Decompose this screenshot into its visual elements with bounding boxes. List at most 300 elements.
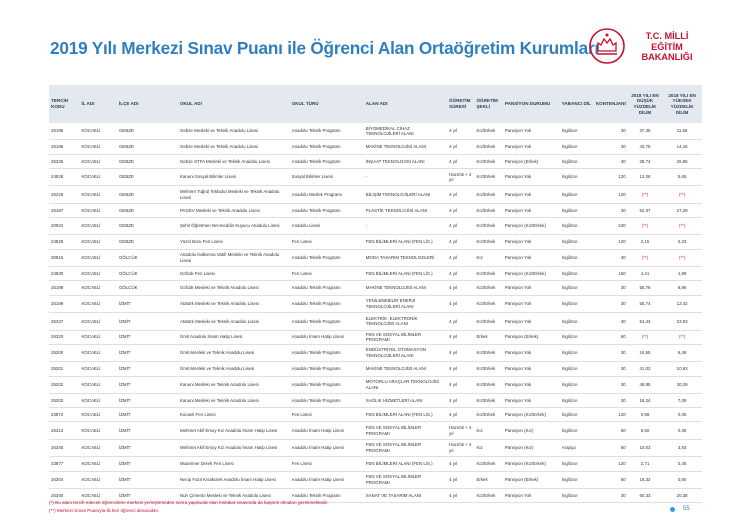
table-cell: 26313: [49, 422, 79, 439]
table-cell: 4 yıl: [447, 488, 474, 502]
table-cell: Kanuni Sosyal Bilimler Lisesi: [178, 168, 290, 185]
table-cell: 3,83: [662, 439, 702, 456]
column-header: TERCİH KODU: [49, 85, 79, 123]
table-cell: İzmit Mesleki ve Teknik Anadolu Lisesi: [178, 344, 290, 361]
table-cell: 10,03: [628, 439, 663, 456]
table-body: [49, 123, 702, 503]
ministry-name-line2: BAKANLIĞI: [641, 52, 693, 62]
table-cell: 7,08: [662, 393, 702, 407]
table-cell: 25,95: [662, 154, 702, 168]
table-cell: PLASTİK TEKNOLOJİSİ ALANI: [364, 203, 447, 217]
table-cell: 2,15: [628, 235, 663, 249]
table-cell: 120: [593, 168, 628, 185]
table-cell: KOCAELİ: [79, 218, 117, 235]
table-cell: Hazırlık + 4 yıl: [447, 168, 474, 185]
table-cell: KOCAELİ: [79, 267, 117, 281]
table-cell: 30: [593, 123, 628, 140]
table-cell: 4 yıl: [447, 330, 474, 344]
table-cell: ELEKTRİK- ELEKTRONİK TEKNOLOJİSİ ALANI: [364, 313, 447, 330]
table-cell: İngilizce: [560, 123, 594, 140]
table-cell: 30: [593, 313, 628, 330]
table-cell: KOCAELİ: [79, 457, 117, 471]
table-cell: 60: [593, 330, 628, 344]
ministry-name-line1: T.C. MİLLİ EĞİTİM: [645, 31, 689, 52]
table-cell: Hazırlık + 4 yıl: [447, 439, 474, 456]
table-row: [49, 218, 702, 235]
table-cell: -: [364, 168, 447, 185]
table-cell: İZMİT: [117, 362, 178, 376]
table-cell: 14,16: [662, 140, 702, 154]
table-cell: 54,43: [628, 313, 663, 330]
table-cell: İZMİT: [117, 457, 178, 471]
table-cell: 23872: [49, 408, 79, 422]
table-cell: Pansiyon Yok: [503, 235, 560, 249]
table-cell: 8,86: [662, 281, 702, 295]
table-cell: Kız: [474, 439, 502, 456]
table-cell: ENDÜSTRİYEL OTOMASYON TEKNOLOJİLERİ ALANI: [364, 344, 447, 361]
table-cell: 37,35: [628, 123, 663, 140]
table-cell: 240: [593, 218, 628, 235]
table-cell: 6,50: [628, 422, 663, 439]
table-cell: MOTORLU ARAÇLAR TEKNOLOJİSİ ALANI: [364, 376, 447, 393]
table-cell: Yüzel Boru Fen Lisesi: [178, 235, 290, 249]
table-cell: Anadolu Teknik Programı: [290, 376, 364, 393]
table-cell: FEN BİLİMLERİ ALANI (FEN LİS.): [364, 235, 447, 249]
table-cell: Anadolu İmam Hatip Lisesi: [290, 330, 364, 344]
table-cell: 24830: [49, 267, 79, 281]
table-cell: KOCAELİ: [79, 154, 117, 168]
table-cell: 4 yıl: [447, 154, 474, 168]
column-header: KONTENJANI: [593, 85, 628, 123]
table-cell: Anadolu Teknik Programı: [290, 203, 364, 217]
table-cell: Kanuni Mesleki ve Teknik Anadolu Lisesi: [178, 376, 290, 393]
table-cell: Erkek: [474, 330, 502, 344]
table-cell: Kız/Erkek: [474, 313, 502, 330]
table-cell: KOCAELİ: [79, 123, 117, 140]
table-cell: 30: [593, 344, 628, 361]
table-cell: İngilizce: [560, 140, 594, 154]
ministry-logo: [587, 26, 707, 66]
table-cell: Kız/Erkek: [474, 295, 502, 312]
table-cell: 60: [593, 422, 628, 439]
table-cell: İngilizce: [560, 488, 594, 502]
table-cell: GEBZE: [117, 168, 178, 185]
table-cell: GEBZE: [117, 203, 178, 217]
page-number: 55: [683, 506, 690, 512]
table-row: [49, 203, 702, 217]
table-cell: İngilizce: [560, 281, 594, 295]
table-cell: Pansiyon Yok: [503, 140, 560, 154]
table-cell: FEN BİLİMLERİ ALANI (FEN LİS.): [364, 457, 447, 471]
table-cell: KOCAELİ: [79, 408, 117, 422]
table-cell: İZMİT: [117, 408, 178, 422]
table-cell: 4 yıl: [447, 218, 474, 235]
table-cell: Kız/Erkek: [474, 376, 502, 393]
table-cell: 120: [593, 186, 628, 203]
table-row: [49, 235, 702, 249]
table-cell: Fen Lisesi: [290, 457, 364, 471]
table-cell: İZMİT: [117, 439, 178, 456]
table-cell: 25197: [49, 203, 79, 217]
table-cell: 23877: [49, 457, 79, 471]
table-cell: İngilizce: [560, 218, 594, 235]
table-cell: Kız/Erkek: [474, 235, 502, 249]
table-cell: Atatürk Mesleki ve Teknik Anadolu Lisesi: [178, 313, 290, 330]
table-cell: Nuh Çimento Mesleki ve Teknik Anadolu Lisesi: [178, 488, 290, 502]
table-cell: YENİLENEBİLİR ENERJİ TEKNOLOJİLERİ ALANI: [364, 295, 447, 312]
table-cell: 23,03: [662, 313, 702, 330]
table-cell: 41,02: [628, 362, 663, 376]
table-cell: Pansiyon (Kız/Erkek): [503, 267, 560, 281]
table-row: [49, 295, 702, 312]
table-cell: 26320: [49, 330, 79, 344]
footnote-interview: (*) Bu alanı tercih edecek öğrencilerin merkezi yerleştirmeden sonra yapılacak olan mülakat sınavında da başarılı olmaları gerekmektedir.: [49, 500, 329, 505]
table-cell: 26345: [49, 439, 79, 456]
table-cell: GEBZE: [117, 235, 178, 249]
table-row: [49, 168, 702, 185]
table-cell: 55,74: [628, 295, 663, 312]
table-cell: GEBZE: [117, 218, 178, 235]
ministry-name: [629, 31, 705, 63]
table-cell: Anadolu İmam Hatip Lisesi: [290, 471, 364, 488]
table-cell: 4 yıl: [447, 267, 474, 281]
table-cell: Kız/Erkek: [474, 408, 502, 422]
table-cell: 25198: [49, 281, 79, 295]
table-cell: 25195: [49, 123, 79, 140]
column-header: ÖĞRETİM ŞEKLİ: [474, 85, 502, 123]
table-cell: 30: [593, 203, 628, 217]
table-cell: PAGEV Mesleki ve Teknik Anadolu Lisesi: [178, 203, 290, 217]
table-cell: 25200: [49, 344, 79, 361]
table-cell: FEN BİLİMLERİ ALANI (FEN LİS.): [364, 267, 447, 281]
schools-table: [49, 85, 702, 503]
column-header: 2018 YILI EN DÜŞÜK YÜZDELİK DİLİM: [628, 85, 663, 123]
table-row: [49, 330, 702, 344]
table-cell: İZMİT: [117, 422, 178, 439]
table-cell: İngilizce: [560, 203, 594, 217]
table-cell: Kız/Erkek: [474, 186, 502, 203]
table-header-row: [49, 85, 702, 123]
table-cell: Kız/Erkek: [474, 140, 502, 154]
table-cell: FEN VE SOSYAL BİLİMLER PROGRAMI: [364, 422, 447, 439]
table-cell: -: [364, 218, 447, 235]
table-row: [49, 154, 702, 168]
table-cell: 30: [593, 376, 628, 393]
table-cell: 43,78: [628, 140, 663, 154]
table-cell: Pansiyon Yok: [503, 249, 560, 266]
table-cell: İZMİT: [117, 471, 178, 488]
table-cell: GEBZE: [117, 154, 178, 168]
table-cell: 4 yıl: [447, 123, 474, 140]
ministry-emblem-icon: [587, 26, 627, 66]
table-cell: İngilizce: [560, 313, 594, 330]
table-cell: 30: [593, 154, 628, 168]
table-cell: 4 yıl: [447, 313, 474, 330]
table-cell: 10,63: [662, 362, 702, 376]
table-cell: 5,65: [662, 168, 702, 185]
table-cell: İzmit Mesleki ve Teknik Anadolu Lisesi: [178, 362, 290, 376]
table-cell: İZMİT: [117, 488, 178, 502]
table-cell: KOCAELİ: [79, 376, 117, 393]
table-cell: 4 yıl: [447, 249, 474, 266]
table-cell: Kız/Erkek: [474, 393, 502, 407]
table-cell: Pansiyon Yok: [503, 203, 560, 217]
table-cell: Kız/Erkek: [474, 168, 502, 185]
table-cell: GÖLCÜK: [117, 249, 178, 266]
table-cell: Erkek: [474, 471, 502, 488]
table-cell: İngilizce: [560, 471, 594, 488]
table-cell: İZMİT: [117, 376, 178, 393]
table-cell: İngilizce: [560, 154, 594, 168]
table-cell: MODA TASARIM TEKNOLOJİLERİ: [364, 249, 447, 266]
table-cell: GEBZE: [117, 123, 178, 140]
table-row: [49, 362, 702, 376]
table-cell: GÖLCÜK: [117, 281, 178, 295]
table-cell: İngilizce: [560, 295, 594, 312]
table-cell: 4 yıl: [447, 281, 474, 295]
table-row: [49, 471, 702, 488]
table-cell: Anadolu İmam Hatip Lisesi: [290, 422, 364, 439]
table-cell: 55,78: [628, 281, 663, 295]
column-header: 2018 YILI EN YÜKSEK YÜZDELİK DİLİM: [662, 85, 702, 123]
table-cell: Pansiyon Yok: [503, 488, 560, 502]
table-cell: Atatürk Mesleki ve Teknik Anadolu Lisesi: [178, 295, 290, 312]
table-cell: 30,29: [662, 376, 702, 393]
table-cell: 24,65: [628, 344, 663, 361]
table-cell: Kız/Erkek: [474, 281, 502, 295]
table-cell: 30: [593, 249, 628, 266]
table-cell: Pansiyon (Kız/Erkek): [503, 457, 560, 471]
table-row: [49, 267, 702, 281]
column-header: İL ADI: [79, 85, 117, 123]
table-cell: 25340: [49, 488, 79, 502]
table-row: [49, 422, 702, 439]
table-cell: 30: [593, 393, 628, 407]
table-cell: Anadolu Teknik Programı: [290, 344, 364, 361]
table-cell: İNŞAAT TEKNOLOJİSİ ALANI: [364, 154, 447, 168]
table-cell: İngilizce: [560, 376, 594, 393]
table-cell: GÖLCÜK: [117, 267, 178, 281]
table-cell: 4 yıl: [447, 393, 474, 407]
table-cell: Arapça: [560, 439, 594, 456]
footnote-first-time: (**) Merkezi Sınav Puanıyla ilk kez öğrenci alınacaktır.: [49, 508, 160, 513]
table-cell: 60,33: [628, 488, 663, 502]
table-cell: 4 yıl: [447, 295, 474, 312]
table-row: [49, 281, 702, 295]
table-cell: Gebze Mesleki ve Teknik Anadolu Lisesi: [178, 123, 290, 140]
table-cell: MAKİNE TEKNOLOJİSİ ALANI: [364, 140, 447, 154]
table-row: [49, 376, 702, 393]
table-cell: 120: [593, 408, 628, 422]
table-cell: 24829: [49, 235, 79, 249]
table-cell: Kız/Erkek: [474, 154, 502, 168]
table-cell: 4 yıl: [447, 186, 474, 203]
table-row: [49, 186, 702, 203]
table-cell: Pansiyon Yok: [503, 376, 560, 393]
table-cell: GEBZE: [117, 186, 178, 203]
table-cell: 120: [593, 457, 628, 471]
table-cell: 26304: [49, 471, 79, 488]
table-cell: KOCAELİ: [79, 140, 117, 154]
table-cell: 4 yıl: [447, 408, 474, 422]
table-cell: İZMİT: [117, 330, 178, 344]
table-cell: KOCAELİ: [79, 422, 117, 439]
table-cell: Anadolu Kalkınma Vakfı Mesleki ve Teknik Anadolu Lisesi: [178, 249, 290, 266]
table-cell: SANAT VE TASARIM ALANI: [364, 488, 447, 502]
table-cell: 4 yıl: [447, 457, 474, 471]
table-cell: 120: [593, 235, 628, 249]
table-cell: Kız/Erkek: [474, 267, 502, 281]
table-cell: İngilizce: [560, 249, 594, 266]
table-cell: KOCAELİ: [79, 471, 117, 488]
table-cell: MAKİNE TEKNOLOJİSİ ALANI: [364, 281, 447, 295]
table-cell: (**): [628, 330, 663, 344]
table-cell: Hazırlık + 4 yıl: [447, 422, 474, 439]
table-row: [49, 140, 702, 154]
table-cell: Mehmet Akif Ersoy Kız Anadolu İmam Hatip Lisesi: [178, 439, 290, 456]
table-cell: Necip Fazıl Kısakürek Anadolu İmam Hatip Lisesi: [178, 471, 290, 488]
table-cell: KOCAELİ: [79, 295, 117, 312]
table-cell: 30: [593, 362, 628, 376]
table-cell: İZMİT: [117, 344, 178, 361]
table-cell: FEN BİLİMLERİ ALANI (FEN LİS.): [364, 408, 447, 422]
table-cell: Anadolu Teknik Programı: [290, 249, 364, 266]
table-cell: 12,06: [628, 168, 663, 185]
table-cell: Kız/Erkek: [474, 218, 502, 235]
table-cell: Pansiyon (Kız): [503, 422, 560, 439]
table-cell: Kız/Erkek: [474, 362, 502, 376]
table-cell: İngilizce: [560, 408, 594, 422]
table-cell: Gebze Mesleki ve Teknik Anadolu Lisesi: [178, 140, 290, 154]
table-cell: Sosyal Bilimler Lisesi: [290, 168, 364, 185]
table-cell: 0,80: [662, 471, 702, 488]
table-cell: 60: [593, 471, 628, 488]
table-cell: KOCAELİ: [79, 488, 117, 502]
table-row: [49, 344, 702, 361]
table-cell: Kocaeli Fen Lisesi: [178, 408, 290, 422]
table-cell: 4 yıl: [447, 376, 474, 393]
table-cell: (**): [628, 218, 663, 235]
page-title: 2019 Yılı Merkezi Sınav Puanı ile Öğrenci Alan Ortaöğretim Kurumları: [50, 38, 600, 58]
table-cell: 25201: [49, 362, 79, 376]
table-row: [49, 408, 702, 422]
table-cell: Pansiyon Yok: [503, 393, 560, 407]
table-cell: Mehmet Akif Ersoy Kız Anadolu İmam Hatip Lisesi: [178, 422, 290, 439]
schools-table-wrapper: [49, 85, 702, 503]
table-cell: Kız/Erkek: [474, 344, 502, 361]
table-cell: 12,42: [662, 295, 702, 312]
table-cell: İngilizce: [560, 422, 594, 439]
table-cell: MAKİNE TEKNOLOJİSİ ALANI: [364, 362, 447, 376]
column-header: YABANCI DİL: [560, 85, 594, 123]
table-cell: 0,05: [662, 408, 702, 422]
column-header: PANSİYON DURUMU: [503, 85, 560, 123]
table-cell: İngilizce: [560, 186, 594, 203]
table-cell: Anadolu Teknik Programı: [290, 362, 364, 376]
table-cell: Kız: [474, 422, 502, 439]
table-cell: Şehit Öğretmen Necmeddin Kuyucu Anadolu Lisesi: [178, 218, 290, 235]
table-cell: 25202: [49, 376, 79, 393]
table-cell: BİLİŞİM TEKNOLOJİLERİ ALANI: [364, 186, 447, 203]
table-cell: Gölcük Mesleki ve Teknik Anadolu Lisesi: [178, 281, 290, 295]
table-cell: 39,74: [628, 154, 663, 168]
table-cell: Anadolu Teknik Programı: [290, 140, 364, 154]
table-cell: 0,98: [628, 408, 663, 422]
table-cell: KOCAELİ: [79, 203, 117, 217]
table-cell: 30: [593, 295, 628, 312]
column-header: İLÇE ADI: [117, 85, 178, 123]
table-cell: Kız/Erkek: [474, 488, 502, 502]
table-cell: KOCAELİ: [79, 235, 117, 249]
table-cell: 16,32: [628, 471, 663, 488]
table-cell: 4,41: [628, 267, 663, 281]
table-cell: İZMİT: [117, 313, 178, 330]
table-cell: Anadolu Teknik Programı: [290, 281, 364, 295]
table-cell: Kız/Erkek: [474, 203, 502, 217]
table-cell: İZMİT: [117, 393, 178, 407]
table-cell: Pansiyon Yok: [503, 344, 560, 361]
table-cell: Mehmet Tuğrul Tekbulut Mesleki ve Teknik Anadolu Lisesi: [178, 186, 290, 203]
table-cell: Pansiyon Yok: [503, 281, 560, 295]
table-cell: Muammer Dereli Fen Lisesi: [178, 457, 290, 471]
table-cell: Kız/Erkek: [474, 123, 502, 140]
table-cell: 0,35: [662, 457, 702, 471]
table-cell: 25199: [49, 295, 79, 312]
table-cell: (**): [628, 186, 663, 203]
table-cell: Anadolu Meslek Programı: [290, 186, 364, 203]
table-cell: FEN VE SOSYAL BİLİMLER PROGRAMI: [364, 471, 447, 488]
table-cell: (**): [662, 186, 702, 203]
table-cell: Fen Lisesi: [290, 408, 364, 422]
table-cell: Pansiyon (Kız/Erkek): [503, 408, 560, 422]
table-cell: 25196: [49, 140, 79, 154]
table-cell: KOCAELİ: [79, 330, 117, 344]
table-cell: 25203: [49, 393, 79, 407]
table-cell: 24828: [49, 168, 79, 185]
table-cell: İngilizce: [560, 168, 594, 185]
table-cell: 4 yıl: [447, 471, 474, 488]
table-cell: Pansiyon (Erkek): [503, 330, 560, 344]
table-cell: Fen Lisesi: [290, 235, 364, 249]
table-cell: Kanuni Mesleki ve Teknik Anadolu Lisesi: [178, 393, 290, 407]
table-cell: Pansiyon Yok: [503, 295, 560, 312]
table-row: [49, 439, 702, 456]
column-header: ÖĞRETİM SÜRESİ: [447, 85, 474, 123]
table-cell: Anadolu Teknik Programı: [290, 488, 364, 502]
table-cell: İngilizce: [560, 393, 594, 407]
table-cell: Anadolu Teknik Programı: [290, 393, 364, 407]
table-cell: 18,24: [628, 393, 663, 407]
table-cell: 150: [593, 267, 628, 281]
table-cell: İngilizce: [560, 330, 594, 344]
table-cell: 60: [593, 439, 628, 456]
table-cell: GEBZE: [117, 140, 178, 154]
table-cell: FEN VE SOSYAL BİLİMLER PROGRAMI: [364, 330, 447, 344]
table-cell: 2,71: [628, 457, 663, 471]
table-cell: Kız: [474, 249, 502, 266]
table-cell: KOCAELİ: [79, 439, 117, 456]
table-cell: Pansiyon (Erkek): [503, 154, 560, 168]
table-cell: 30815: [49, 249, 79, 266]
table-cell: 20922: [49, 218, 79, 235]
table-row: [49, 123, 702, 140]
table-cell: Pansiyon Yok: [503, 123, 560, 140]
table-cell: İngilizce: [560, 344, 594, 361]
table-row: [49, 393, 702, 407]
table-cell: 0,35: [662, 422, 702, 439]
table-cell: 30: [593, 488, 628, 502]
table-cell: SAĞLIK HİZMETLERİ ALANI: [364, 393, 447, 407]
